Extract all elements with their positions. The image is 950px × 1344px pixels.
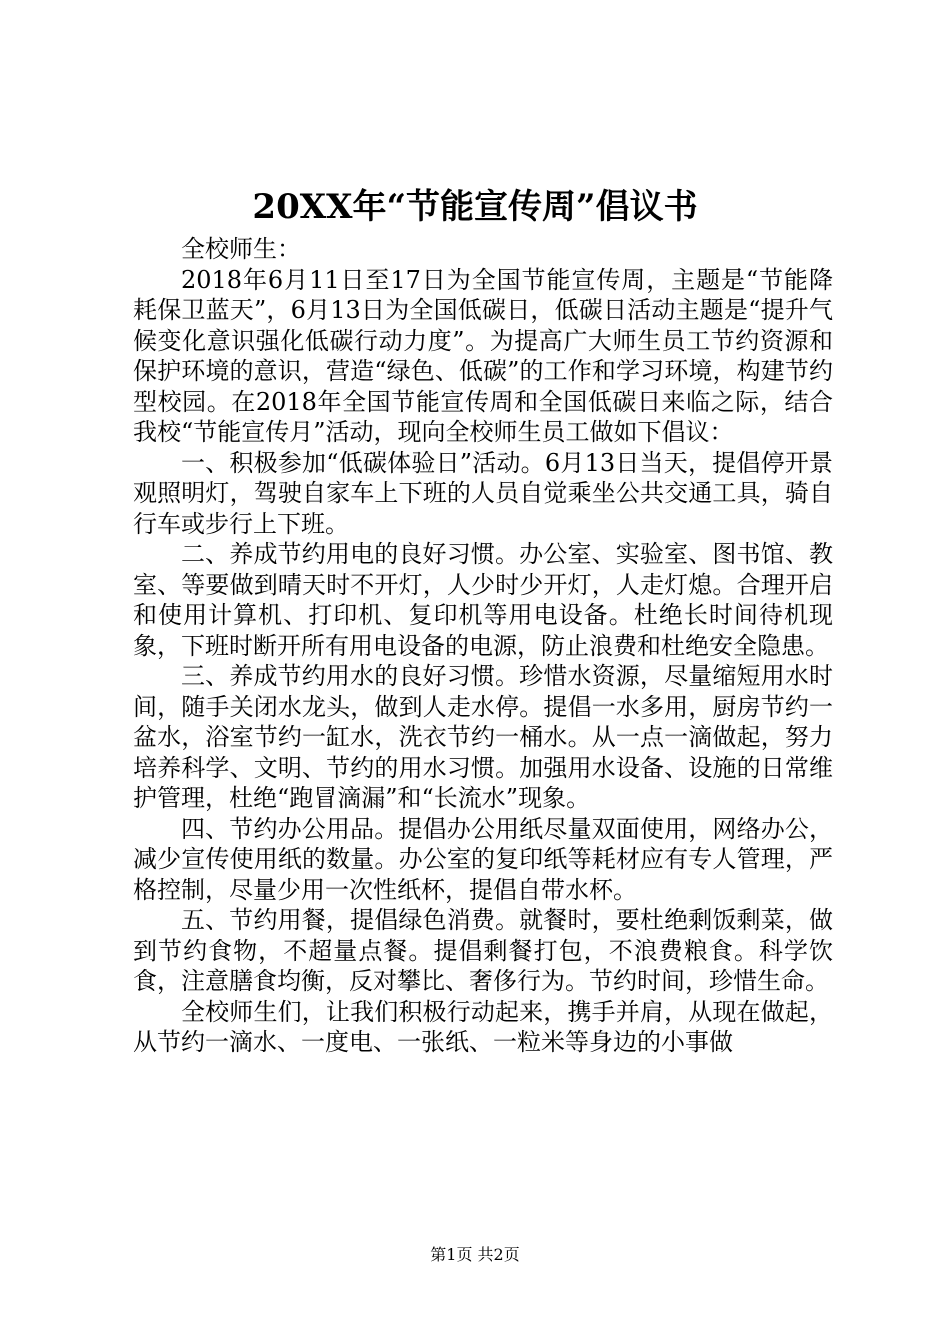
document-body — [133, 234, 833, 1058]
paragraph-item-2: 二、养成节约用电的良好习惯。办公室、实验室、图书馆、教室、等要做到晴天时不开灯，人少时少开灯，人走灯熄。合理开启和使用计算机、打印机、复印机等用电设备。杜绝长时间待机现象，下班时断开所有用电设备的电源，防止浪费和杜绝安全隐患。 — [133, 540, 833, 660]
paragraph-closing: 全校师生们，让我们积极行动起来，携手并肩，从现在做起，从节约一滴水、一度电、一张纸、一粒米等身边的小事做 — [133, 997, 833, 1056]
page-indicator: 第1页 共2页 — [430, 1245, 520, 1264]
paragraph-item-5: 五、节约用餐，提倡绿色消费。就餐时，要杜绝剩饭剩菜，做到节约食物，不超量点餐。提倡剩餐打包，不浪费粮食。科学饮食，注意膳食均衡，反对攀比、奢侈行为。节约时间，珍惜生命。 — [133, 906, 833, 995]
document-title: 20XX年“节能宣传周”倡议书 — [252, 187, 698, 227]
paragraph-intro: 2018年6月11日至17日为全国节能宣传周，主题是“节能降耗保卫蓝天”，6月13日为全国低碳日，低碳日活动主题是“提升气候变化意识强化低碳行动力度”。为提高广大师生员工节约资源和保护环境的意识，营造“绿色、低碳”的工作和学习环境，构建节约型校园。在2018年全国节能宣传周和全国低碳日来临之际，结合我校“节能宣传月”活动，现向全校师生员工做如下倡议： — [133, 265, 833, 446]
paragraph-item-3: 三、养成节约用水的良好习惯。珍惜水资源，尽量缩短用水时间，随手关闭水龙头，做到人走水停。提倡一水多用，厨房节约一盆水，浴室节约一缸水，洗衣节约一桶水。从一点一滴做起，努力培养科学、文明、节约的用水习惯。加强用水设备、设施的日常维护管理，杜绝“跑冒滴漏”和“长流水”现象。 — [133, 662, 833, 812]
greeting: 全校师生： — [181, 235, 301, 263]
paragraph-item-1: 一、积极参加“低碳体验日”活动。6月13日当天，提倡停开景观照明灯，驾驶自家车上下班的人员自觉乘坐公共交通工具，骑自行车或步行上下班。 — [133, 448, 833, 538]
paragraph-item-4: 四、节约办公用品。提倡办公用纸尽量双面使用，网络办公，减少宣传使用纸的数量。办公室的复印纸等耗材应有专人管理，严格控制，尽量少用一次性纸杯，提倡自带水杯。 — [133, 814, 833, 904]
